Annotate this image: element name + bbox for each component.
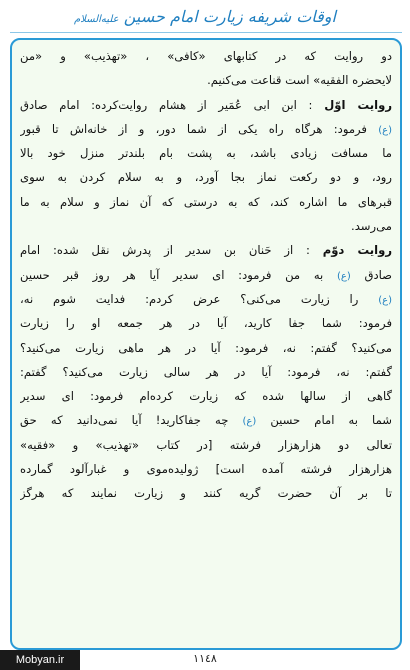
text-line — [20, 141, 392, 165]
text-segment: فرمود: هرگاه راه یکی از شما دور، و از خانه‌اش تا قبور — [20, 121, 379, 136]
text-segment: شما به امام حسین — [256, 413, 392, 428]
text-segment: تعالی دو هزارهزار فرشته [در کتاب «تهذیب» و «فقیه» — [20, 437, 392, 452]
text-line — [20, 311, 392, 335]
text-segment: به من فرمود: ای سدیر آیا هر روز قبر حسین — [20, 267, 337, 282]
running-header-salutation: علیه‌السلام — [74, 14, 119, 25]
section-heading: روایت اوّل — [324, 97, 392, 112]
page-number: ١١٤٨ — [193, 652, 217, 665]
text-line — [20, 44, 392, 68]
text-line — [20, 190, 392, 214]
text-line — [20, 165, 392, 189]
text-line — [20, 93, 392, 117]
text-segment: لایحضره الفقیه» است قناعت می‌کنیم. — [207, 73, 392, 88]
text-line — [20, 214, 392, 238]
text-segment: می‌رسد. — [351, 219, 392, 234]
text-segment: قبرهای ما اشاره کند، که به درستی که آن نماز و سلام به ما — [20, 194, 392, 209]
text-line — [20, 457, 392, 481]
text-segment: دو روایت که در کتابهای «کافی» ، «تهذیب» و «من — [20, 49, 392, 63]
text-line — [20, 481, 392, 505]
header-divider — [10, 32, 402, 33]
text-segment: : از حَنان بن سدیر از پدرش نقل شده: امام — [20, 243, 323, 258]
text-segment: فرمود: شما جفا کارید، آیا در هر جمعه او را زیارت — [20, 316, 392, 331]
salutation-mark: (ع) — [378, 124, 392, 136]
text-segment: گفتم: نه، فرمود: آیا در هر سالی زیارت می‌کنید؟ گفتم: — [20, 364, 392, 379]
text-line — [20, 117, 392, 141]
text-segment: گاهی از سالها شده که زیارت کرده‌ام فرمود: ای سدیر — [20, 389, 392, 404]
text-segment: چه جفاکارید! آیا نمی‌دانید که حق — [20, 413, 243, 428]
text-line — [20, 433, 392, 457]
site-watermark: Mobyan.ir — [0, 650, 80, 670]
text-line — [20, 287, 392, 311]
salutation-mark: (ع) — [378, 294, 392, 306]
salutation-mark: (ع) — [336, 270, 351, 282]
text-segment: تا بر آن حضرت گریه کنند و زیارت نمایند که هرگز — [20, 486, 392, 501]
text-segment: می‌کنید؟ گفتم: نه، فرمود: آیا در هر ماهی زیارت می‌کنید؟ — [20, 340, 392, 355]
text-segment: ما مسافت زیادی باشد، به پشت بام بلندتر منزل خود بالا — [20, 146, 392, 161]
text-line — [20, 408, 392, 432]
text-segment: : ابن ابی عُمَیر از هشام روایت‌کرده: امام صادق — [20, 97, 325, 112]
running-header-title: اوقات شریفه زیارت امام حسین — [123, 7, 336, 26]
text-line — [20, 360, 392, 384]
text-line — [20, 68, 392, 92]
section-heading: روایت دوّم — [322, 243, 392, 258]
body-text — [20, 44, 392, 506]
text-segment: را زیارت می‌کنی؟ عرض کردم: فدایت شوم نه، — [20, 291, 379, 306]
text-line — [20, 384, 392, 408]
text-segment: صادق — [350, 267, 392, 282]
running-header — [0, 4, 410, 30]
text-line — [20, 336, 392, 360]
text-segment: رود، و دو رکعت نماز بجا آورد، و به سلام کردن به سوی — [20, 170, 392, 185]
text-line — [20, 263, 392, 287]
text-segment: هزارهزار فرشته آمده است] ژولیده‌موی و غبارآلود گمارده — [20, 462, 392, 477]
salutation-mark: (ع) — [242, 416, 257, 428]
text-line — [20, 238, 392, 262]
